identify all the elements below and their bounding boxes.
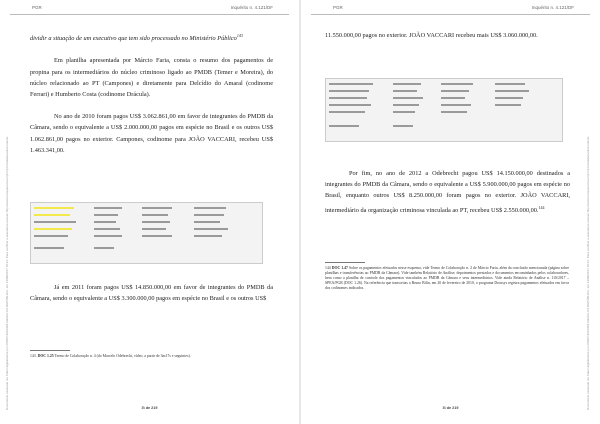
spreadsheet-cell (441, 111, 467, 113)
spreadsheet-cell (393, 97, 423, 99)
paragraph: 11.550.000,00 pagos no exterior. JOÃO VACCARI recebeu mais US$ 3.060.000,00. (325, 32, 538, 39)
page-number: 3\ de 219 (442, 406, 459, 410)
spreadsheet-row (34, 221, 259, 224)
spreadsheet-cell (194, 207, 226, 209)
body-text-bottom (30, 282, 273, 304)
paragraph (325, 168, 570, 216)
body-text-middle (325, 168, 570, 216)
spreadsheet-cell (441, 90, 469, 92)
spreadsheet-cell (329, 104, 371, 106)
footnote-rule (325, 262, 365, 263)
spreadsheet-cell (142, 228, 166, 230)
spreadsheet-cell (495, 104, 521, 106)
spreadsheet-cell (329, 125, 359, 127)
footnote (325, 266, 569, 291)
footnote-number: 143. (30, 354, 37, 358)
spreadsheet-row (329, 111, 559, 114)
spreadsheet-cell (142, 207, 172, 209)
body-text-top (30, 30, 273, 156)
spreadsheet-cell (94, 228, 120, 230)
signature-stamp-right (587, 70, 596, 410)
spreadsheet-cell (94, 247, 114, 249)
paragraph: Em planilha apresentada por Márcio Faria, consta o resumo dos pagamentos de propina para os intermediários do núcleo criminoso ligado ao PMDB (Temer e Moreira), do núcleo relacionado ao PT (Campones) e diretamente para Delcídio do Amaral (codinome Ferrari) e Humberto Costa (codinome Drácula). (30, 57, 273, 98)
header-right: Inquérito n. 4.121/DF (230, 5, 273, 10)
spreadsheet-cell (194, 221, 220, 223)
spreadsheet-cell (329, 90, 369, 92)
footnote-label: DOC 1.25 (37, 354, 54, 358)
spreadsheet-cell (34, 235, 68, 237)
spreadsheet-cell (393, 83, 421, 85)
spreadsheet-cell (194, 235, 222, 237)
spreadsheet-cell (94, 221, 116, 223)
spreadsheet-row (34, 235, 259, 238)
footnote-number: 144 (325, 266, 331, 270)
paragraph-text: Por fim, no ano de 2012 a Odebrecht pagou US$ 14.150.000,00 destinados a integrantes do PMDB da Câmara, sendo o equivalente a US$ 5.900.000,00 pagos em espécie no Brasil, enquanto outros US$ 8.250.000,00 foram pagos no exterior. JOÃO VACCARI, intermediário da organização criminosa vinculada ao PT, recebeu US$ 2.550.000,00. (325, 170, 570, 214)
spreadsheet-row (329, 104, 559, 107)
spreadsheet-cell (142, 221, 170, 223)
spreadsheet-cell (94, 235, 122, 237)
footnote-text: Sobre os pagamentos efetuados nesse esquema, vide Termo de Colaboração n. 2 de Márcio Faria, além da conclusão mencionada (página sobre planilhas e transferências ao PMDB da Câmara). Vide também Relatório de Análise; depoimentos prestados e documentos encaminhados pelos colaboradores, bem como a planilha de controle dos pagamentos vinculados ao PMDB da Câmara e seus intermediários. Vide ainda Relatório de Análise n. 110/2017 – SPEA/PGR (DOC 1.26). Na referência que transcritas a Bruno Bilin, em 20 de fevereiro de 2010, o programa Drousys registra pagamentos efetuados em favor dos codinomes indicados. (325, 266, 570, 290)
spreadsheet-row (329, 83, 559, 86)
header-right: Inquérito n. 4.121/DF (531, 5, 574, 10)
spreadsheet-cell (34, 207, 74, 209)
spreadsheet-row (34, 214, 259, 217)
footnote-ref[interactable]: 144 (538, 204, 545, 210)
spreadsheet-cell (329, 97, 367, 99)
spreadsheet-cell (329, 111, 365, 113)
spreadsheet-cell (393, 104, 419, 106)
spreadsheet-row (34, 207, 259, 210)
spreadsheet-cell (94, 207, 122, 209)
right-page (301, 0, 600, 424)
spreadsheet-cell (393, 111, 415, 113)
running-header (10, 5, 289, 15)
footnote-label: DOC 1.47 (331, 266, 348, 270)
spreadsheet-cell (142, 235, 172, 237)
spreadsheet-cell (142, 214, 168, 216)
spreadsheet-cell (194, 214, 224, 216)
spreadsheet-image (325, 78, 563, 142)
spreadsheet-row (34, 228, 259, 231)
spreadsheet-cell (441, 83, 473, 85)
signature-stamp-text: Documento assinado via Token digitalmente por PROCURADOR-GERAL DA REPÚBLICA, em 14/09/2017 18:21. Para verificar a assinatura acesse http://www.transparencia.mpf.mp.br/validacaodocumento. (5, 135, 9, 410)
spreadsheet-cell (34, 247, 64, 249)
spreadsheet-cell (393, 90, 417, 92)
spreadsheet-row (329, 125, 559, 128)
spreadsheet-cell (393, 125, 413, 127)
spreadsheet-cell (495, 90, 529, 92)
paragraph: Já em 2011 foram pagos US$ 14.850.000,00 em favor de integrantes do PMDB da Câmara, sendo o equivalente a US$ 3.300.000,00 pagos em espécie no Brasil e os outros US$ (30, 284, 273, 303)
signature-stamp-left (6, 70, 15, 410)
header-left: PGR (32, 5, 42, 10)
footnote-text: Termo de Colaboração n. 4 (do Marcelo Odebrecht, vídeo, a partir de 3m17s e seguintes). (54, 354, 191, 358)
signature-stamp-text: Documento assinado via Token digitalmente por PROCURADOR-GERAL DA REPÚBLICA, em 14/09/2017 18:21. Para verificar a assinatura acesse http://www.transparencia.mpf.mp.br/validacaodocumento. (586, 135, 590, 410)
spreadsheet-cell (329, 83, 373, 85)
body-text-top (325, 30, 570, 41)
spreadsheet-cell (495, 83, 525, 85)
spreadsheet-image (30, 202, 263, 264)
spreadsheet-cell (441, 97, 465, 99)
footnote-ref[interactable]: 143 (236, 33, 243, 38)
spreadsheet-cell (94, 214, 118, 216)
spreadsheet-cell (34, 214, 70, 216)
spreadsheet-cell (34, 228, 72, 230)
spreadsheet-row (329, 90, 559, 93)
header-left: PGR (333, 5, 343, 10)
paragraph-text: dividir a situação de um executivo que tem sido processado no Ministério Público (30, 35, 237, 43)
spreadsheet-row (329, 97, 559, 100)
paragraph (30, 30, 273, 44)
spreadsheet-cell (441, 104, 471, 106)
spreadsheet-row (34, 247, 259, 250)
footnote (30, 354, 250, 359)
paragraph: No ano de 2010 foram pagos US$ 3.062.861,00 em favor de integrantes do PMDB da Câmara, sendo o equivalente a US$ 2.000.000,00 pagos em espécie no Brasil e os outros US$ 1.062.861,00 pagos no exterior. Campones, codinome para JOÃO VACCARI, recebeu US$ 1.463.341,00. (30, 113, 273, 154)
page-number: 3\ de 219 (141, 406, 158, 410)
left-page (0, 0, 299, 424)
spreadsheet-cell (194, 228, 228, 230)
running-header (311, 5, 590, 15)
spreadsheet-cell (495, 97, 523, 99)
spreadsheet-cell (34, 221, 76, 223)
footnote-rule (30, 350, 70, 351)
